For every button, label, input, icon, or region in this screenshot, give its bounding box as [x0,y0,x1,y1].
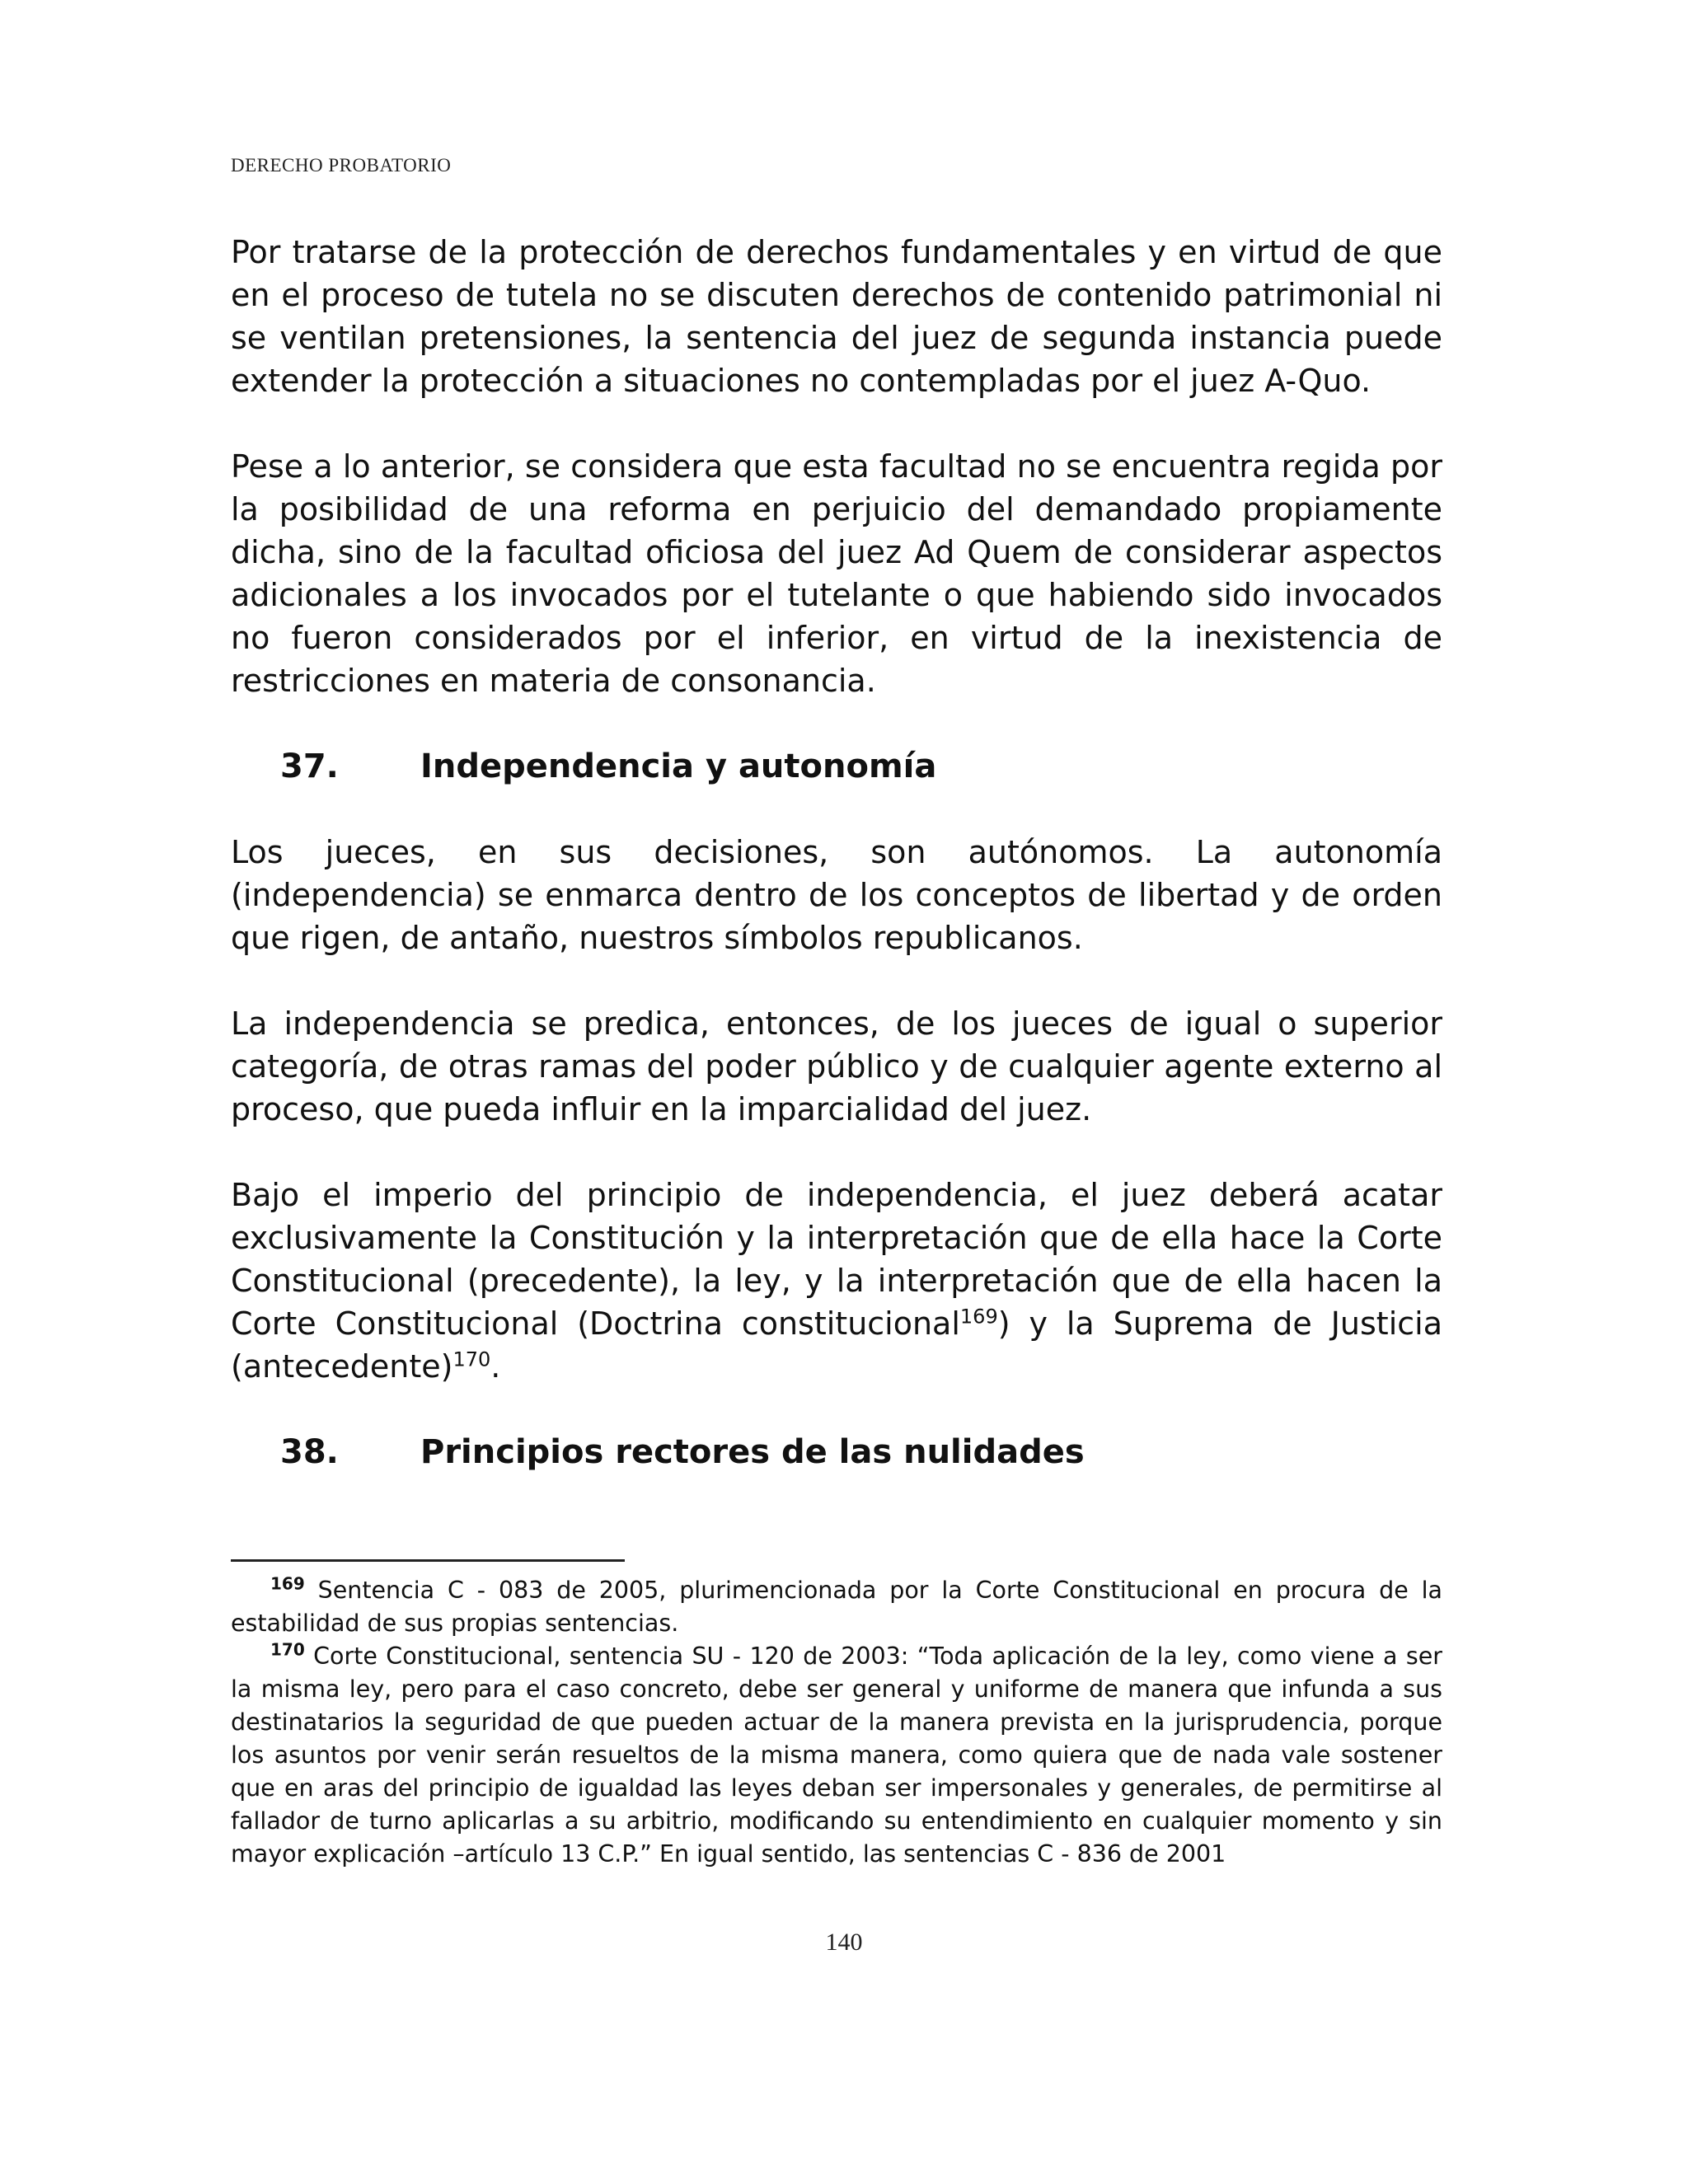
paragraph-5-text: . [490,1348,501,1385]
section-number: 38. [280,1433,339,1471]
footnote-169 [231,1574,1442,1640]
footnote-mark: 169 [270,1573,305,1594]
footnote-170 [231,1640,1442,1871]
paragraph-4: La independencia se predica, entonces, de los jueces de igual o superior categoría, de otras ramas del poder público y de cualquier agente externo al proceso, que pueda influir en la imparcialidad del juez. [231,1005,1442,1127]
footnote-text: Corte Constitucional, sentencia SU - 120 de 2003: “Toda aplicación de la ley, como viene a ser la misma ley, pero para el caso concreto, debe ser general y uniforme de manera que infunda a sus destinatarios la seguridad de que pueden actuar de la manera prevista en la jurisprudencia, porque los asuntos por venir serán resueltos de la misma manera, como quiera que de nada vale sostener que en aras del principio de igualdad las leyes deban ser impersonales y generales, de permitirse al fallador de turno aplicarlas a su arbitrio, modificando su entendimiento en cualquier momento y sin mayor explicación –artículo 13 C.P.” En igual sentido, las sentencias C - 836 de 2001 [231,1643,1442,1868]
footnotes [231,1574,1442,1871]
footnote-reference-170[interactable]: 170 [452,1347,491,1371]
section-number: 37. [280,748,339,785]
section-heading-37 [231,745,1442,788]
footnote-text: Sentencia C - 083 de 2005, plurimencionada por la Corte Constitucional en procura de la estabilidad de sus propias sentencias. [231,1577,1442,1637]
footnote-mark: 170 [270,1639,305,1660]
page-number: 140 [825,1929,863,1956]
footnote-separator [231,1559,625,1562]
paragraph-3: Los jueces, en sus decisiones, son autónomos. La autonomía (independencia) se enmarca dentro de los conceptos de libertad y de orden que rigen, de antaño, nuestros símbolos republicanos. [231,834,1442,956]
paragraph-2: Pese a lo anterior, se considera que esta facultad no se encuentra regida por la posibilidad de una reforma en perjuicio del demandado propiamente dicha, sino de la facultad oficiosa del juez Ad Quem de considerar aspectos adicionales a los invocados por el tutelante o que habiendo sido invocados no fueron considerados por el inferior, en virtud de la inexistencia de restricciones en materia de consonancia. [231,448,1442,699]
paragraph-1: Por tratarse de la protección de derechos fundamentales y en virtud de que en el proceso de tutela no se discuten derechos de contenido patrimonial ni se ventilan pretensiones, la sentencia del juez de segunda instancia puede extender la protección a situaciones no contempladas por el juez A-Quo. [231,234,1442,399]
section-title: Principios rectores de las nulidades [420,1433,1085,1471]
main-content [231,231,1442,1516]
paragraph-5-text: Bajo el imperio del principio de independencia, el juez deberá acatar exclusivamente la Constitución y la interpretación que de ella hace la Corte Constitucional (precedente), la ley, y la interpretación que de ella hacen la Corte Constitucional (Doctrina constitucional [231,1177,1442,1342]
running-header: DERECHO PROBATORIO [231,155,452,176]
paragraph-5-text: ) y la Suprema de Justicia (antecedente) [231,1305,1442,1385]
section-title: Independencia y autonomía [420,748,937,785]
footnote-reference-169[interactable]: 169 [959,1305,998,1329]
paragraph-5 [231,1174,1442,1388]
section-heading-38 [231,1431,1442,1474]
